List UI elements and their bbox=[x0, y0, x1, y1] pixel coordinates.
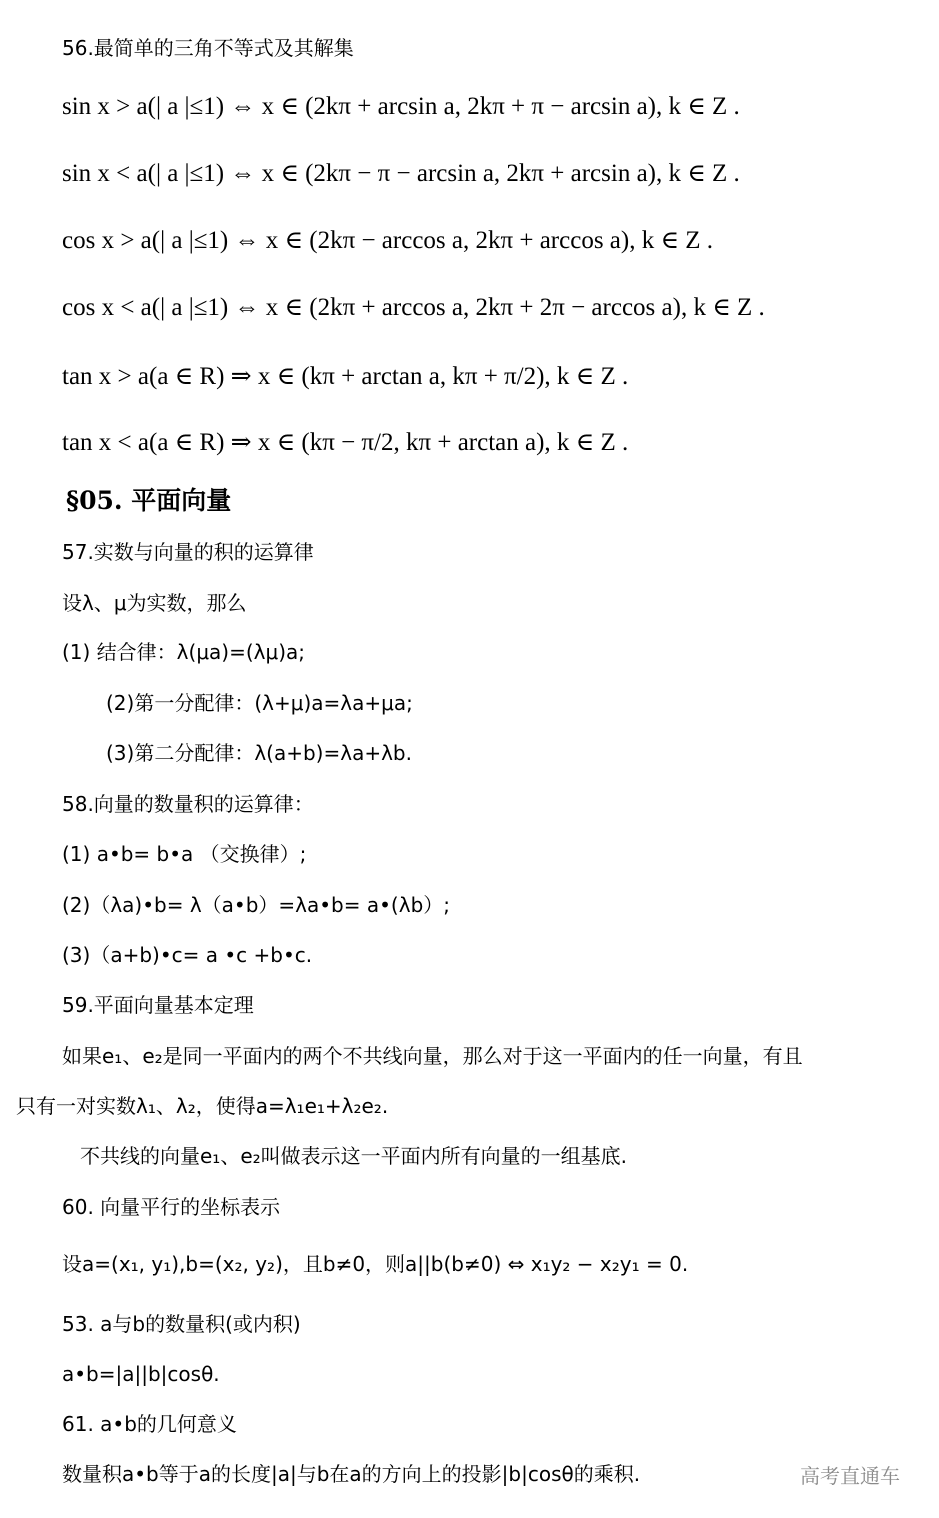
formula-tan-gt: tan x > a(a ∈ R) ⇒ x ∈ (kπ + arctan a, kπ + π/2), k ∈ Z . bbox=[62, 363, 629, 390]
sec57-rule-2: (2)第一分配律：(λ+μ)a=λa+μa; bbox=[106, 691, 413, 715]
formula-cos-gt: cos x > a(| a |≤1) ⇔ x ∈ (2kπ − arccos a, 2kπ + arccos a), k ∈ Z . bbox=[62, 227, 714, 254]
watermark: 高考直通车 bbox=[800, 1464, 900, 1488]
sec53-title: 53. a与b的数量积(或内积) bbox=[62, 1312, 301, 1336]
section-heading: §05. 平面向量 bbox=[66, 486, 232, 515]
sec59-title: 59.平面向量基本定理 bbox=[62, 993, 254, 1017]
sec57-rule-1: (1) 结合律：λ(μa)=(λμ)a; bbox=[62, 640, 306, 664]
sec58-title: 58.向量的数量积的运算律： bbox=[62, 792, 314, 816]
formula-sin-lt: sin x < a(| a |≤1) ⇔ x ∈ (2kπ − π − arcsin a, 2kπ + arcsin a), k ∈ Z . bbox=[62, 160, 740, 187]
sec58-rule-1: (1) a•b= b•a （交换律）; bbox=[62, 842, 307, 866]
sec61-title: 61. a•b的几何意义 bbox=[62, 1412, 237, 1436]
sec58-rule-3: (3)（a+b)•c= a •c +b•c. bbox=[62, 943, 313, 967]
sec57-intro: 设λ、μ为实数，那么 bbox=[62, 591, 247, 615]
sec53-text: a•b=|a||b|cosθ. bbox=[62, 1362, 220, 1386]
sec59-para1-line1: 如果e₁、e₂是同一平面内的两个不共线向量，那么对于这一平面内的任一向量，有且 bbox=[62, 1044, 803, 1068]
formula-sin-gt: sin x > a(| a |≤1) ⇔ x ∈ (2kπ + arcsin a, 2kπ + π − arcsin a), k ∈ Z . bbox=[62, 93, 740, 120]
sec57-title: 57.实数与向量的积的运算律 bbox=[62, 540, 314, 564]
sec59-para1-line2: 只有一对实数λ₁、λ₂，使得a=λ₁e₁+λ₂e₂. bbox=[16, 1094, 389, 1118]
sec58-rule-2: (2)（λa)•b= λ（a•b）=λa•b= a•(λb）; bbox=[62, 893, 450, 917]
formula-cos-lt: cos x < a(| a |≤1) ⇔ x ∈ (2kπ + arccos a, 2kπ + 2π − arccos a), k ∈ Z . bbox=[62, 294, 765, 321]
sec60-title: 60. 向量平行的坐标表示 bbox=[62, 1195, 281, 1219]
sec60-text: 设a=(x₁, y₁),b=(x₂, y₂)，且b≠0，则a||b(b≠0) ⇔ x₁y₂ − x₂y₁ = 0. bbox=[62, 1252, 689, 1276]
sec59-para2: 不共线的向量e₁、e₂叫做表示这一平面内所有向量的一组基底. bbox=[80, 1144, 628, 1168]
sec57-rule-3: (3)第二分配律：λ(a+b)=λa+λb. bbox=[106, 741, 412, 765]
sec61-text: 数量积a•b等于a的长度|a|与b在a的方向上的投影|b|cosθ的乘积. bbox=[62, 1462, 641, 1486]
sec56-title: 56.最简单的三角不等式及其解集 bbox=[62, 36, 354, 60]
formula-tan-lt: tan x < a(a ∈ R) ⇒ x ∈ (kπ − π/2, kπ + arctan a), k ∈ Z . bbox=[62, 429, 629, 456]
